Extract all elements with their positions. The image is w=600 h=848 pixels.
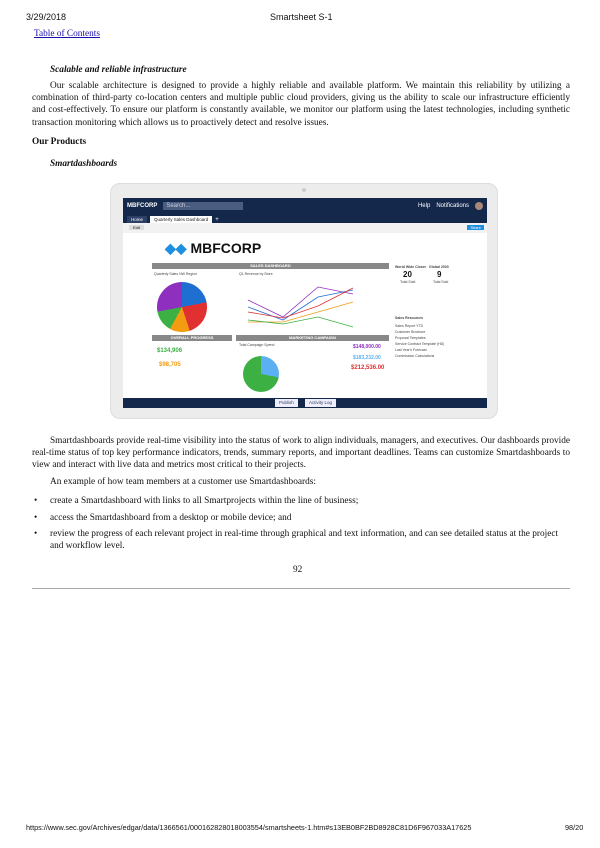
resource-item[interactable]: Sales Report YTD bbox=[395, 324, 424, 328]
help-link[interactable]: Help bbox=[417, 203, 431, 209]
overall-progress-banner: OVERALL PROGRESS bbox=[152, 335, 232, 341]
resources-list bbox=[395, 323, 444, 359]
app-logo: MBFCORP bbox=[127, 203, 158, 209]
divider bbox=[32, 588, 570, 589]
world-wide-label: World Wide Closer bbox=[395, 265, 427, 269]
smartdashboards-heading: Smartdashboards bbox=[50, 159, 118, 169]
bullet-item: • create a Smartdashboard with links to all Smartprojects within the line of business; bbox=[34, 496, 359, 506]
marketing-banner: MARKETING CAMPAIGN bbox=[236, 335, 389, 341]
dashboard-screenshot bbox=[110, 183, 498, 419]
activity-log-button[interactable]: Activity Log bbox=[305, 399, 336, 407]
bullet-item: • access the Smartdashboard from a desktop or mobile device; and bbox=[34, 513, 292, 523]
resource-item[interactable]: Commission Calculations bbox=[395, 354, 435, 358]
avatar[interactable] bbox=[475, 202, 483, 210]
resource-item[interactable]: Customer Brochure bbox=[395, 330, 426, 334]
pie-title: Quarterly Sales NW Region bbox=[154, 272, 197, 276]
print-title: Smartsheet S-1 bbox=[270, 12, 333, 22]
dashboard-logo: ◆◆ MBFCORP bbox=[165, 240, 262, 256]
pie-chart bbox=[157, 282, 207, 332]
amount-value: $148,000.00 bbox=[353, 344, 381, 350]
print-date: 3/29/2018 bbox=[26, 12, 67, 22]
kpi-value: $98,705 bbox=[159, 362, 181, 368]
add-tab-icon[interactable]: + bbox=[215, 217, 219, 223]
total-sold-label: Total Sold bbox=[433, 280, 449, 284]
share-button[interactable]: Share bbox=[467, 225, 484, 230]
products-heading: Our Products bbox=[32, 137, 87, 147]
bottom-bar bbox=[123, 398, 487, 408]
paragraph: Our scalable architecture is designed to provide a highly reliable and available platform. We maintain this reliability by utilizing a combination of third-party co-location centers and multiple public cloud providers, giving us the ability to scale our infrastructure efficiently and cost-effectively. To ensure our platform is constantly available, we monitor our platform using the latest technologies, including synthetic transaction monitoring which allows us to proactively detect and resolve issues. bbox=[32, 81, 570, 128]
camera-dot bbox=[302, 188, 306, 192]
toc-link[interactable]: Table of Contents bbox=[34, 29, 100, 39]
resource-item[interactable]: Last Year's Forecast bbox=[395, 348, 427, 352]
footer-page: 98/20 bbox=[565, 823, 584, 832]
total-sold-label: Total Sold bbox=[400, 280, 416, 284]
ww-value: 20 bbox=[403, 270, 412, 279]
resource-item[interactable]: Proposal Templates bbox=[395, 336, 426, 340]
campaign-spend-label: Total Campaign Spend bbox=[239, 343, 275, 347]
footer-url: https://www.sec.gov/Archives/edgar/data/1366561/000162828018003554/smartsheets-1.htm#s13EB0BF2BD8928C81D6F967033A17625 bbox=[26, 823, 472, 832]
tab-dashboard[interactable]: Quarterly Sales Dashboard bbox=[150, 216, 212, 223]
line-chart bbox=[243, 282, 363, 332]
sales-dashboard-banner: SALES DASHBOARD bbox=[152, 263, 389, 269]
sales-resources-title: Sales Resources bbox=[395, 316, 424, 320]
resource-item[interactable]: Service Contract Template (HD) bbox=[395, 342, 445, 346]
page-number: 92 bbox=[293, 565, 303, 575]
kpi-value: $134,906 bbox=[157, 348, 183, 354]
notifications-link[interactable]: Notifications bbox=[436, 203, 469, 209]
campaign-pie bbox=[243, 356, 279, 392]
amount-value: $183,232.00 bbox=[353, 355, 381, 361]
edit-button[interactable]: Edit bbox=[129, 225, 144, 230]
bullet-item: • review the progress of each relevant project in real-time through graphical and text information, and can see detailed status at the project and workflow level. bbox=[34, 529, 559, 552]
example-intro: An example of how team members at a customer use Smartdashboards: bbox=[50, 477, 316, 487]
line-title: Q1 Revenue by Store bbox=[239, 272, 273, 276]
paragraph: Smartdashboards provide real-time visibility into the status of work to align individuals, managers, and executives. Our dashboards provide real-time status of top key performance indicators, trends, summary reports, and important deadlines. Teams can customize Smartdashboards to view and interact with live data and metrics most critical to their projects. bbox=[32, 436, 570, 471]
global-label: Global 2000 bbox=[429, 265, 449, 269]
section-heading: Scalable and reliable infrastructure bbox=[50, 65, 187, 75]
global-value: 9 bbox=[437, 270, 442, 279]
publish-button[interactable]: Publish bbox=[275, 399, 298, 407]
tab-home[interactable]: Home bbox=[127, 216, 147, 223]
app-nav bbox=[123, 198, 487, 214]
amount-value: $212,536.00 bbox=[351, 365, 385, 371]
search-input[interactable]: Search... bbox=[163, 202, 243, 210]
